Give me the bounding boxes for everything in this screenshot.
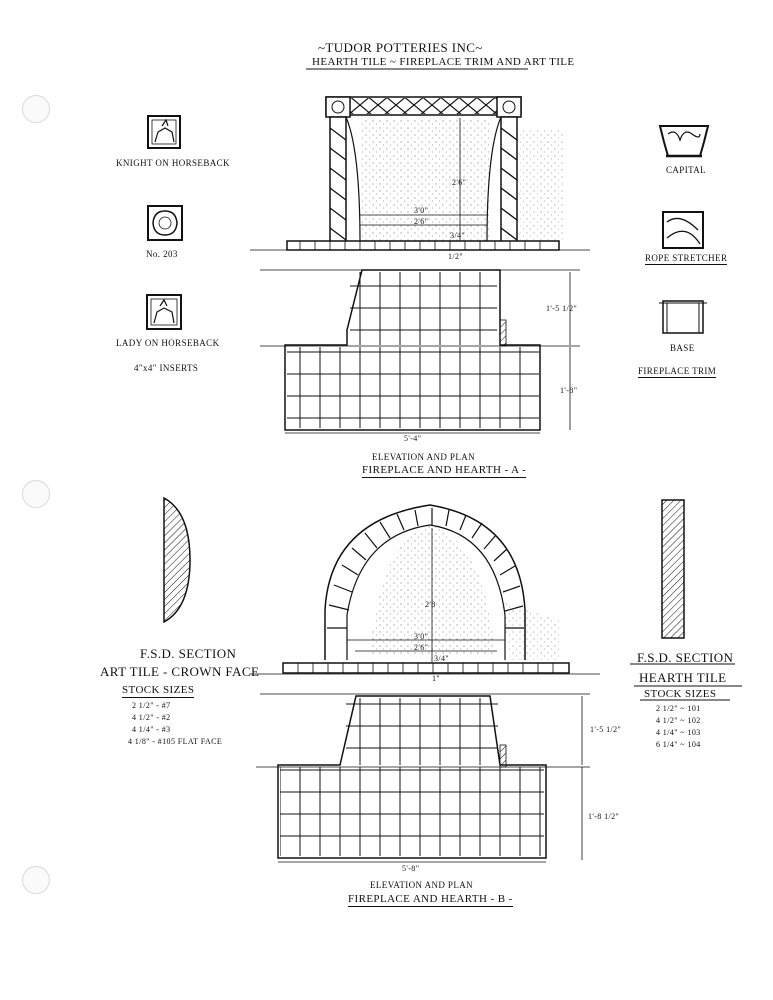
fireplace-a-plan: [260, 270, 580, 433]
hearth-tile-size-2: 4 1/2" ~ 102: [656, 716, 701, 725]
dim-a-hearth-width: 5'-4": [404, 434, 422, 443]
art-tile-line3: STOCK SIZES: [122, 684, 195, 696]
art-tile-size-3: 4 1/4" - #3: [132, 725, 171, 734]
header-title: ~TUDOR POTTERIES INC~: [318, 40, 483, 55]
dim-a-width-outer: 3'0": [414, 206, 429, 215]
insert-tile-no203: [148, 206, 182, 240]
art-tile-line1: F.S.D. SECTION: [140, 646, 237, 661]
label-capital: CAPITAL: [666, 165, 707, 175]
hearth-tile-section: [662, 500, 684, 638]
dim-b-height: 2'8: [425, 600, 436, 609]
trim-base: [659, 301, 707, 333]
caption-a-fireplace-hearth: FIREPLACE AND HEARTH - A -: [362, 464, 527, 476]
caption-b-elevation: ELEVATION AND PLAN: [370, 880, 474, 890]
dim-b-width-inner: 2'6": [414, 643, 429, 652]
hearth-tile-size-4: 6 1/4" ~ 104: [656, 740, 701, 749]
hearth-tile-size-3: 4 1/4" ~ 103: [656, 728, 701, 737]
header-subtitle: HEARTH TILE ~ FIREPLACE TRIM AND ART TILE: [312, 56, 575, 68]
label-knight-on-horseback: KNIGHT ON HORSEBACK: [116, 158, 230, 168]
label-base: BASE: [670, 343, 695, 353]
fireplace-b-plan: [256, 694, 590, 862]
art-tile-size-1: 2 1/2" - #7: [132, 701, 171, 710]
label-lady-on-horseback: LADY ON HORSEBACK: [116, 338, 220, 348]
dim-b-hearth-side: 1'-8 1/2": [588, 812, 620, 821]
insert-tile-knight: [148, 116, 180, 148]
dim-b-width-outer: 3'0": [414, 632, 429, 641]
hearth-tile-line1: F.S.D. SECTION: [637, 650, 734, 665]
insert-tile-lady: [147, 295, 181, 329]
art-tile-size-2: 4 1/2" - #2: [132, 713, 171, 722]
art-tile-section: [164, 498, 190, 622]
dim-a-hearth-side: 1'-8": [560, 386, 578, 395]
label-inserts-size: 4"x4" INSERTS: [134, 363, 199, 373]
dim-b-depth-small2: 1": [432, 674, 441, 683]
dim-b-hearth-width: 5'-8": [402, 864, 420, 873]
caption-b-fireplace-hearth: FIREPLACE AND HEARTH - B -: [348, 893, 513, 905]
dim-b-depth-small: 3/4": [434, 654, 450, 663]
trim-rope-stretcher: [663, 212, 703, 248]
caption-a-elevation: ELEVATION AND PLAN: [372, 452, 476, 462]
label-no-203: No. 203: [146, 249, 178, 259]
dim-b-hearth-depth: 1'-5 1/2": [590, 725, 622, 734]
art-tile-size-4: 4 1/8" - #105 FLAT FACE: [128, 737, 223, 746]
label-fireplace-trim: FIREPLACE TRIM: [638, 366, 717, 376]
hearth-tile-line2: HEARTH TILE: [639, 670, 727, 685]
dim-a-width-inner: 2'6": [414, 217, 429, 226]
hearth-tile-size-1: 2 1/2" ~ 101: [656, 704, 701, 713]
dim-a-depth-small: 3/4": [450, 231, 466, 240]
dim-a-height: 2'6": [452, 178, 467, 187]
dim-a-depth-small2: 1/2": [448, 252, 464, 261]
fireplace-a-elevation: [250, 97, 590, 250]
dim-a-hearth-depth: 1'-5 1/2": [546, 304, 578, 313]
hearth-tile-line3: STOCK SIZES: [644, 688, 717, 700]
art-tile-line2: ART TILE - CROWN FACE: [100, 664, 260, 679]
label-rope-stretcher: ROPE STRETCHER: [645, 253, 728, 263]
trim-capital: [660, 126, 708, 156]
